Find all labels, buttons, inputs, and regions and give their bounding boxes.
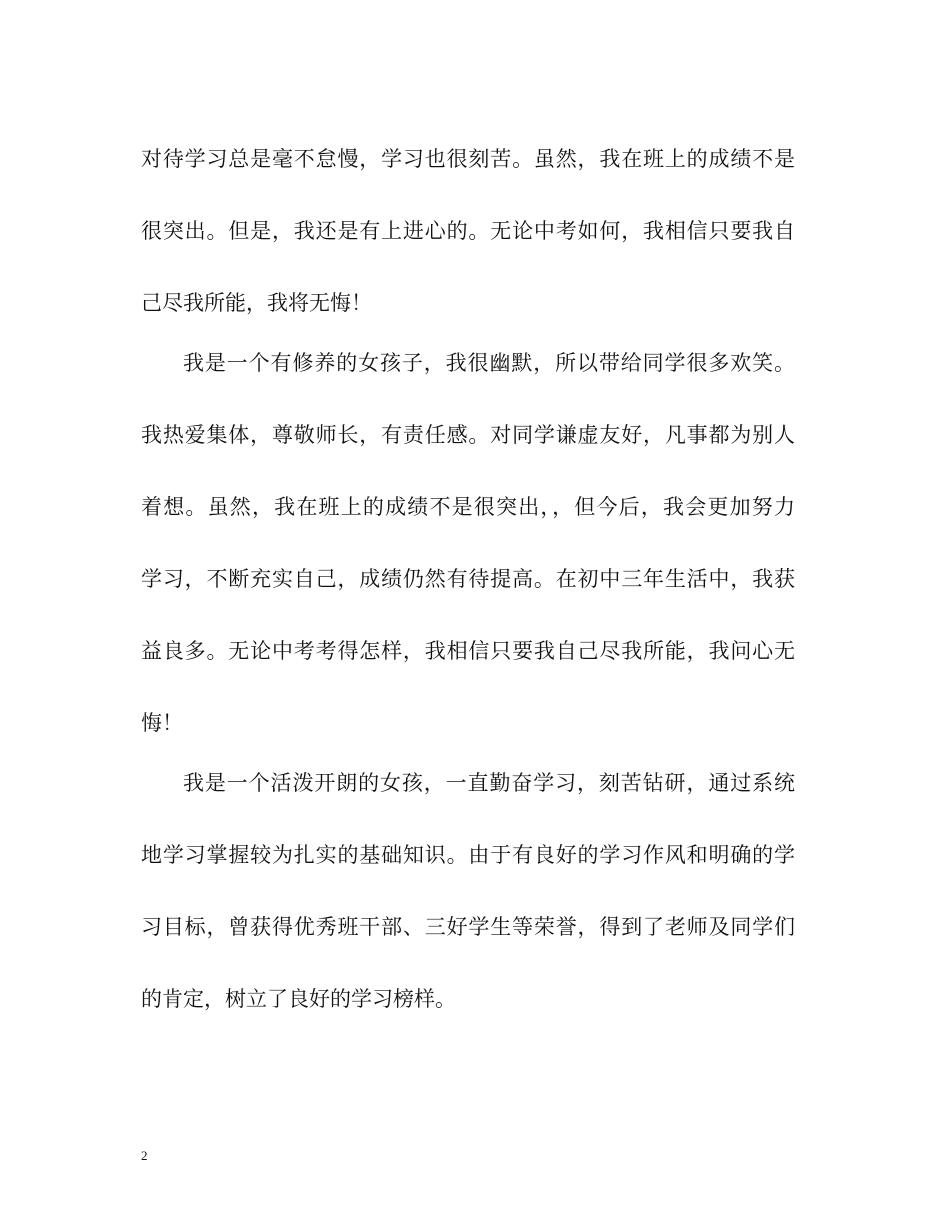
text-line: 我热爱集体，尊敬师长，有责任感。对同学谦虚友好，凡事都为别人	[141, 423, 795, 447]
text-line: 益良多。无论中考考得怎样，我相信只要我自己尽我所能，我问心无	[141, 639, 795, 663]
text-line: 己尽我所能，我将无悔！	[141, 291, 372, 315]
text-line: 对待学习总是毫不怠慢，学习也很刻苦。虽然，我在班上的成绩不是	[141, 147, 795, 171]
page-number: 2	[141, 1148, 148, 1163]
text-line: 我是一个有修养的女孩子，我很幽默，所以带给同学很多欢笑。	[183, 351, 795, 375]
text-line: 习目标，曾获得优秀班干部、三好学生等荣誉，得到了老师及同学们	[141, 915, 795, 939]
text-line: 的肯定，树立了良好的学习榜样。	[141, 987, 456, 1011]
text-line: 悔！	[141, 711, 183, 735]
text-line: 很突出。但是，我还是有上进心的。无论中考如何，我相信只要我自	[141, 219, 795, 243]
text-line: 我是一个活泼开朗的女孩，一直勤奋学习，刻苦钻研，通过系统	[183, 771, 795, 795]
text-line: 学习，不断充实自己，成绩仍然有待提高。在初中三年生活中，我获	[141, 567, 795, 591]
text-line: 地学习掌握较为扎实的基础知识。由于有良好的学习作风和明确的学	[141, 843, 795, 867]
text-line: 着想。虽然，我在班上的成绩不是很突出，，但今后，我会更加努力	[141, 495, 795, 519]
